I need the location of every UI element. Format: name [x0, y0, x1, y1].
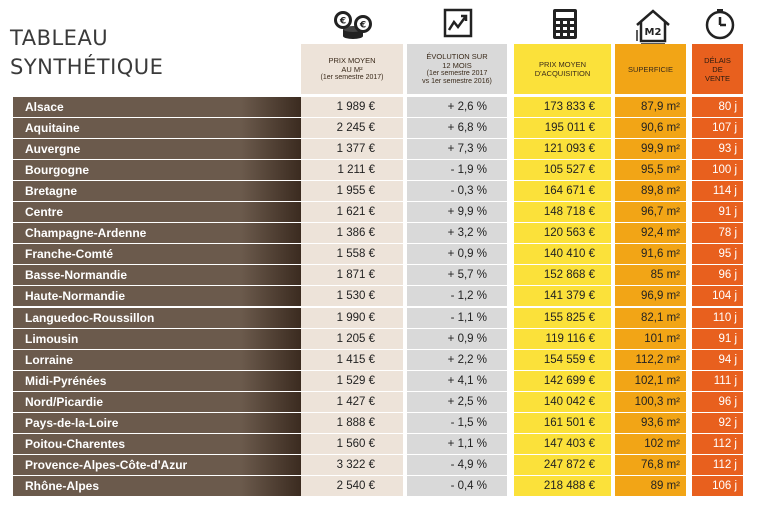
price-cell: 1 529 €: [301, 371, 403, 391]
table-row: [0, 265, 758, 285]
row-fade-decoration: [241, 371, 301, 391]
surface-cell: 99,9 m²: [615, 139, 686, 159]
delay-cell: 112 j: [692, 434, 743, 454]
table-row: [0, 308, 758, 328]
surface-cell: 85 m²: [615, 265, 686, 285]
delay-cell: 80 j: [692, 97, 743, 117]
row-fade-decoration: [241, 139, 301, 159]
header-delay: [692, 44, 743, 94]
row-fade-decoration: [241, 118, 301, 138]
svg-text:€: €: [359, 20, 367, 31]
surface-cell: 95,5 m²: [615, 160, 686, 180]
coins-icon: [330, 8, 376, 40]
surface-cell: 102 m²: [615, 434, 686, 454]
header-evolution-line2: 12 MOIS: [442, 60, 472, 70]
delay-cell: 91 j: [692, 329, 743, 349]
acquisition-cell: 142 699 €: [514, 371, 611, 391]
row-fade-decoration: [241, 350, 301, 370]
header-price: [301, 44, 403, 94]
table-row: [0, 286, 758, 306]
region-cell: Lorraine: [13, 350, 241, 370]
clock-icon: [704, 8, 736, 40]
surface-cell: 89,8 m²: [615, 181, 686, 201]
acquisition-cell: 152 868 €: [514, 265, 611, 285]
delay-cell: 110 j: [692, 308, 743, 328]
row-fade-decoration: [241, 476, 301, 496]
region-cell: Bretagne: [13, 181, 241, 201]
acquisition-cell: 247 872 €: [514, 455, 611, 475]
acquisition-cell: 140 410 €: [514, 244, 611, 264]
header-evolution-sub2: vs 1er semestre 2016): [422, 78, 492, 85]
region-cell: Auvergne: [13, 139, 241, 159]
acquisition-cell: 195 011 €: [514, 118, 611, 138]
evolution-cell: + 3,2 %: [407, 223, 507, 243]
calculator-icon: [552, 8, 578, 40]
region-cell: Haute-Normandie: [13, 286, 241, 306]
acquisition-cell: 121 093 €: [514, 139, 611, 159]
title-line-1: TABLEAU: [10, 26, 109, 50]
surface-cell: 89 m²: [615, 476, 686, 496]
delay-cell: 94 j: [692, 350, 743, 370]
table-row: [0, 476, 758, 496]
table-row: [0, 392, 758, 412]
region-cell: Poitou-Charentes: [13, 434, 241, 454]
evolution-cell: - 1,1 %: [407, 308, 507, 328]
delay-cell: 92 j: [692, 413, 743, 433]
acquisition-cell: 140 042 €: [514, 392, 611, 412]
header-evolution: [407, 44, 507, 94]
evolution-cell: - 4,9 %: [407, 455, 507, 475]
evolution-cell: - 1,2 %: [407, 286, 507, 306]
table-row: [0, 160, 758, 180]
table-row: [0, 371, 758, 391]
acquisition-cell: 120 563 €: [514, 223, 611, 243]
region-cell: Alsace: [13, 97, 241, 117]
table-row: [0, 244, 758, 264]
svg-text:M2: M2: [644, 27, 662, 38]
price-cell: 1 871 €: [301, 265, 403, 285]
region-cell: Nord/Picardie: [13, 392, 241, 412]
surface-cell: 96,7 m²: [615, 202, 686, 222]
surface-cell: 91,6 m²: [615, 244, 686, 264]
delay-cell: 100 j: [692, 160, 743, 180]
page-title: [10, 24, 280, 82]
price-cell: 2 540 €: [301, 476, 403, 496]
acquisition-cell: 147 403 €: [514, 434, 611, 454]
row-fade-decoration: [241, 181, 301, 201]
evolution-cell: + 5,7 %: [407, 265, 507, 285]
table-row: [0, 118, 758, 138]
evolution-cell: + 9,9 %: [407, 202, 507, 222]
header-price-sub: (1er semestre 2017): [320, 73, 384, 81]
table-row: [0, 181, 758, 201]
row-fade-decoration: [241, 202, 301, 222]
price-cell: 1 989 €: [301, 97, 403, 117]
row-fade-decoration: [241, 244, 301, 264]
title-line-2: SYNTHÉTIQUE: [10, 55, 164, 79]
price-cell: 1 211 €: [301, 160, 403, 180]
header-acquisition-line2: D'ACQUISITION: [534, 69, 591, 78]
acquisition-cell: 161 501 €: [514, 413, 611, 433]
header-surface: [615, 44, 686, 94]
table-row: [0, 455, 758, 475]
row-fade-decoration: [241, 308, 301, 328]
table-row: [0, 434, 758, 454]
price-cell: 1 560 €: [301, 434, 403, 454]
header-evolution-sub1: (1er semestre 2017: [426, 69, 488, 77]
acquisition-cell: 148 718 €: [514, 202, 611, 222]
surface-cell: 87,9 m²: [615, 97, 686, 117]
row-fade-decoration: [241, 455, 301, 475]
surface-cell: 96,9 m²: [615, 286, 686, 306]
header-surface-line1: SUPERFICIE: [627, 64, 673, 74]
price-cell: 1 955 €: [301, 181, 403, 201]
region-cell: Languedoc-Roussillon: [13, 308, 241, 328]
delay-cell: 104 j: [692, 286, 743, 306]
acquisition-cell: 105 527 €: [514, 160, 611, 180]
delay-cell: 96 j: [692, 265, 743, 285]
price-cell: 1 530 €: [301, 286, 403, 306]
region-cell: Basse-Normandie: [13, 265, 241, 285]
evolution-cell: + 1,1 %: [407, 434, 507, 454]
evolution-cell: + 0,9 %: [407, 244, 507, 264]
delay-cell: 114 j: [692, 181, 743, 201]
header-acquisition: [514, 44, 611, 94]
svg-text:€: €: [339, 16, 347, 27]
evolution-cell: + 2,2 %: [407, 350, 507, 370]
header-evolution-line1: ÉVOLUTION SUR: [426, 51, 488, 61]
acquisition-cell: 164 671 €: [514, 181, 611, 201]
region-cell: Pays-de-la-Loire: [13, 413, 241, 433]
trend-chart-icon: [443, 8, 473, 40]
row-fade-decoration: [241, 392, 301, 412]
surface-cell: 93,6 m²: [615, 413, 686, 433]
evolution-cell: + 7,3 %: [407, 139, 507, 159]
row-fade-decoration: [241, 434, 301, 454]
delay-cell: 112 j: [692, 455, 743, 475]
table-row: [0, 350, 758, 370]
acquisition-cell: 155 825 €: [514, 308, 611, 328]
header-price-line1: PRIX MOYEN: [328, 55, 376, 65]
evolution-cell: - 0,4 %: [407, 476, 507, 496]
surface-cell: 100,3 m²: [615, 392, 686, 412]
delay-cell: 96 j: [692, 392, 743, 412]
region-cell: Aquitaine: [13, 118, 241, 138]
price-cell: 1 386 €: [301, 223, 403, 243]
table-row: [0, 413, 758, 433]
header-delay-line2: DE: [712, 64, 723, 74]
evolution-cell: - 1,9 %: [407, 160, 507, 180]
evolution-cell: + 0,9 %: [407, 329, 507, 349]
evolution-cell: - 0,3 %: [407, 181, 507, 201]
row-fade-decoration: [241, 160, 301, 180]
delay-cell: 93 j: [692, 139, 743, 159]
price-cell: 1 427 €: [301, 392, 403, 412]
table-row: [0, 329, 758, 349]
price-cell: 1 377 €: [301, 139, 403, 159]
price-cell: 1 888 €: [301, 413, 403, 433]
surface-cell: 92,4 m²: [615, 223, 686, 243]
price-cell: 1 415 €: [301, 350, 403, 370]
row-fade-decoration: [241, 329, 301, 349]
header-acquisition-line1: PRIX MOYEN: [538, 60, 587, 69]
delay-cell: 95 j: [692, 244, 743, 264]
region-cell: Limousin: [13, 329, 241, 349]
row-fade-decoration: [241, 286, 301, 306]
region-cell: Bourgogne: [13, 160, 241, 180]
evolution-cell: - 1,5 %: [407, 413, 507, 433]
surface-cell: 82,1 m²: [615, 308, 686, 328]
price-cell: 1 558 €: [301, 244, 403, 264]
surface-cell: 112,2 m²: [615, 350, 686, 370]
row-fade-decoration: [241, 413, 301, 433]
row-fade-decoration: [241, 97, 301, 117]
region-cell: Franche-Comté: [13, 244, 241, 264]
acquisition-cell: 154 559 €: [514, 350, 611, 370]
table-row: [0, 97, 758, 117]
price-cell: 1 205 €: [301, 329, 403, 349]
house-m2-icon: [634, 8, 672, 40]
surface-cell: 102,1 m²: [615, 371, 686, 391]
region-cell: Centre: [13, 202, 241, 222]
delay-cell: 91 j: [692, 202, 743, 222]
price-cell: 1 621 €: [301, 202, 403, 222]
price-cell: 3 322 €: [301, 455, 403, 475]
surface-cell: 101 m²: [615, 329, 686, 349]
table-row: [0, 202, 758, 222]
evolution-cell: + 6,8 %: [407, 118, 507, 138]
price-cell: 2 245 €: [301, 118, 403, 138]
region-cell: Champagne-Ardenne: [13, 223, 241, 243]
region-cell: Rhône-Alpes: [13, 476, 241, 496]
acquisition-cell: 173 833 €: [514, 97, 611, 117]
surface-cell: 76,8 m²: [615, 455, 686, 475]
row-fade-decoration: [241, 223, 301, 243]
acquisition-cell: 141 379 €: [514, 286, 611, 306]
evolution-cell: + 2,6 %: [407, 97, 507, 117]
region-cell: Provence-Alpes-Côte-d'Azur: [13, 455, 241, 475]
delay-cell: 78 j: [692, 223, 743, 243]
table-row: [0, 139, 758, 159]
header-delay-line1: DÉLAIS: [704, 55, 731, 65]
delay-cell: 106 j: [692, 476, 743, 496]
row-fade-decoration: [241, 265, 301, 285]
region-cell: Midi-Pyrénées: [13, 371, 241, 391]
header-price-line2: AU M²: [341, 64, 363, 74]
evolution-cell: + 2,5 %: [407, 392, 507, 412]
evolution-cell: + 4,1 %: [407, 371, 507, 391]
table-row: [0, 223, 758, 243]
delay-cell: 107 j: [692, 118, 743, 138]
acquisition-cell: 218 488 €: [514, 476, 611, 496]
price-cell: 1 990 €: [301, 308, 403, 328]
acquisition-cell: 119 116 €: [514, 329, 611, 349]
header-delay-line3: VENTE: [704, 73, 730, 83]
delay-cell: 111 j: [692, 371, 743, 391]
surface-cell: 90,6 m²: [615, 118, 686, 138]
